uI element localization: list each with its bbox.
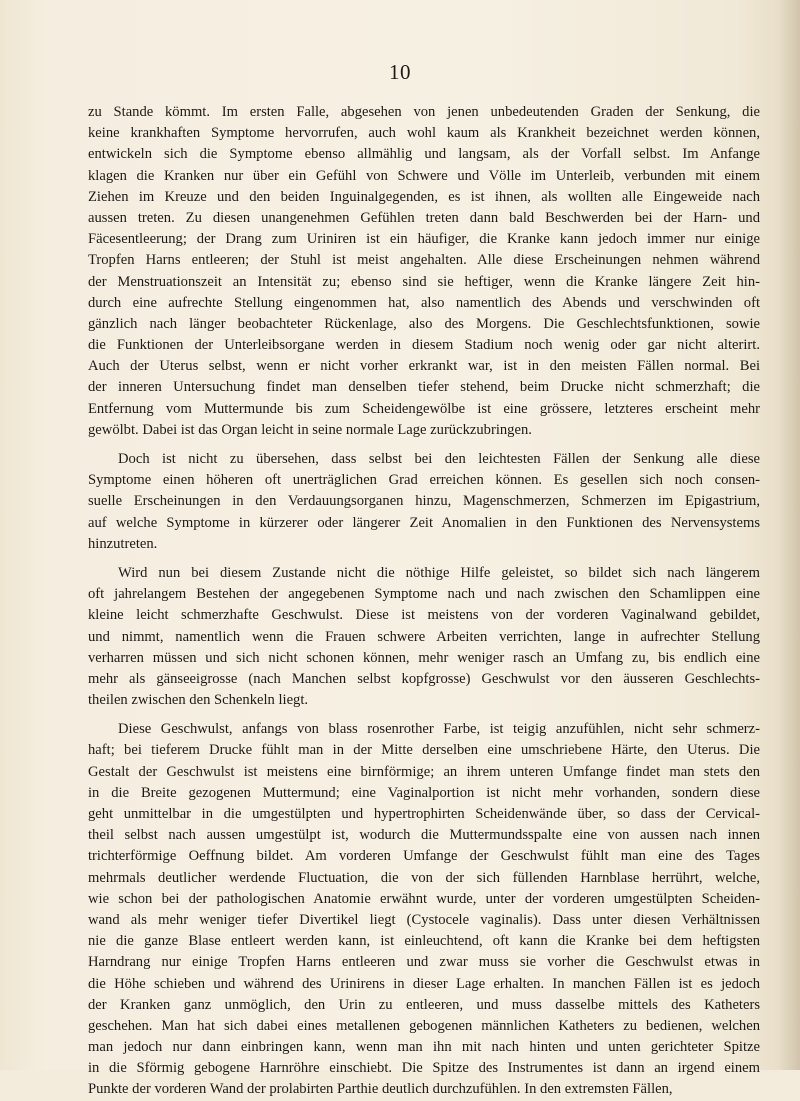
text-line: Harndrang nur einige Tropfen Harns entleeren und zwar muss sie vorher die Geschwulst etwas in <box>88 954 760 971</box>
text-line: Wird nun bei diesem Zustande nicht die nöthige Hilfe geleistet, so bildet sich nach längerem <box>118 564 760 581</box>
page-number: 10 <box>389 60 411 84</box>
body-text <box>88 102 760 1101</box>
text-line: Tropfen Harns entleeren; der Stuhl ist meist angehalten. Alle diese Erscheinungen nehmen während <box>88 252 760 269</box>
text-line: der inneren Untersuchung findet man denselben tiefer stehend, beim Drucke nicht schmerzhaft; die <box>88 379 760 396</box>
text-line: Gestalt der Geschwulst ist meistens eine birnförmige; an ihrem unteren Umfange findet man stets den <box>88 763 760 780</box>
text-line: geschehen. Man hat sich dabei eines metallenen gebogenen männlichen Katheters zu bedienen, welchen <box>88 1017 760 1034</box>
text-line: wie schon bei der pathologischen Anatomie erwähnt wurde, unter der vorderen umgestülpten Scheiden- <box>88 890 760 907</box>
text-line: die Höhe schieben und während des Urinirens in dieser Lage erhalten. In manchen Fällen ist es jedoch <box>88 975 760 992</box>
text-line: in die Breite gezogenen Muttermund; eine Vaginalportion ist nicht mehr vorhanden, sondern diese <box>88 784 760 801</box>
text-line: auf welche Symptome in kürzerer oder längerer Zeit Anomalien in den Funktionen des Nervensystems <box>88 514 760 531</box>
text-line: trichterförmige Oeffnung bildet. Am vorderen Umfange der Geschwulst fühlt man eine des Tages <box>88 848 760 865</box>
page-edge-shadow <box>778 0 800 1070</box>
paragraph <box>88 719 760 1100</box>
text-line: Fäcesentleerung; der Drang zum Uriniren ist ein häufiger, die Kranke kann jedoch immer nur einige <box>88 231 760 248</box>
text-line: gänzlich nach länger beobachteter Rückenlage, also des Morgens. Die Geschlechtsfunktionen, sowie <box>88 315 760 332</box>
text-line: entwickeln sich die Symptome ebenso allmählig und langsam, als der Vorfall selbst. Im Anfange <box>88 146 760 163</box>
text-line: durch eine aufrechte Stellung eingenommen hat, also namentlich des Abends und verschwinden oft <box>88 294 760 311</box>
text-line: zu Stande kömmt. Im ersten Falle, abgesehen von jenen unbedeutenden Graden der Senkung, die <box>88 104 760 120</box>
paragraph <box>88 449 760 555</box>
text-line: klagen die Kranken nur über ein Gefühl von Schwere und Völle im Unterleib, verbunden mit einem <box>88 167 760 184</box>
text-line: man jedoch nur dann einbringen kann, wenn man ihn mit nach hinten und unten gerichteter Spitze <box>88 1039 760 1056</box>
text-line: keine krankhaften Symptome hervorrufen, auch wohl kaum als Krankheit bezeichnet werden können, <box>88 125 760 142</box>
text-line: in die Sförmig gebogene Harnröhre einschiebt. Die Spitze des Instrumentes ist dann an irgend einem <box>88 1060 760 1077</box>
text-line: geht unmittelbar in die umgestülpten und hypertrophirten Scheidenwände über, so dass der Cervical- <box>88 806 760 822</box>
text-line: Auch der Uterus selbst, wenn er nicht vorher erkrankt war, ist in den meisten Fällen normal. Bei <box>88 358 760 375</box>
paragraph <box>88 102 760 441</box>
text-line: hinzutreten. <box>88 535 158 552</box>
text-line: theilen zwischen den Schenkeln liegt. <box>88 692 309 709</box>
text-line: theil selbst nach aussen umgestülpt ist, wodurch die Muttermundsspalte eine von aussen nach innen <box>88 827 760 844</box>
text-line: mehrmals deutlicher werdende Fluctuation, die von der sich füllenden Harnblase herrührt, welche, <box>88 869 760 886</box>
text-line: Entfernung vom Muttermunde bis zum Scheidengewölbe ist eine grössere, letzteres erscheint mehr <box>88 400 760 417</box>
text-line: der Menstruationszeit an Intensität zu; ebenso sind sie heftiger, wenn die Kranke längere Zeit hin- <box>88 273 760 290</box>
text-line: haft; bei tieferem Drucke fühlt man in der Mitte derselben eine umschriebene Härte, den Uterus. Die <box>88 742 760 759</box>
text-line: gewölbt. Dabei ist das Organ leicht in seine normale Lage zurückzubringen. <box>88 421 532 438</box>
text-line: Punkte der vorderen Wand der prolabirten Parthie deutlich durchzufühlen. In den extremsten Fällen, <box>88 1081 673 1098</box>
text-line: mehr als gänseeigrosse (nach Manchen selbst kopfgrosse) Geschwulst vor den äusseren Geschlechts- <box>88 670 760 687</box>
text-line: aussen treten. Zu diesen unangenehmen Gefühlen treten dann bald Beschwerden bei der Harn- und <box>88 209 760 226</box>
paragraph <box>88 563 760 711</box>
text-line: Ziehen im Kreuze und den beiden Inguinalgegenden, es ist ihnen, als wollten alle Eingeweide nach <box>88 188 760 205</box>
text-line: Diese Geschwulst, anfangs von blass rosenrother Farbe, ist teigig anzufühlen, nicht sehr schmerz- <box>118 721 760 738</box>
paragraph-gap <box>88 555 760 563</box>
paragraph-gap <box>88 711 760 719</box>
text-line: kleine leicht schmerzhafte Geschwulst. Diese ist meistens von der vorderen Vaginalwand gebildet, <box>88 607 760 624</box>
text-line: suelle Erscheinungen in den Verdauungsorganen hinzu, Magenschmerzen, Schmerzen im Epigastrium, <box>88 493 760 510</box>
text-line: nie die ganze Blase entleert werden kann, ist einleuchtend, oft kann die Kranke bei dem heftigsten <box>88 933 760 950</box>
text-line: verharren müssen und sich nicht schonen können, mehr weniger rasch an Umfang zu, bis endlich eine <box>88 649 760 666</box>
text-line: Symptome einen höheren oft unerträglichen Grad erreichen können. Es gesellen sich noch consen- <box>88 472 760 489</box>
text-line: und nimmt, namentlich wenn die Frauen schwere Arbeiten verrichten, lange in aufrechter Stellung <box>88 628 760 645</box>
paragraph-gap <box>88 441 760 449</box>
text-line: die Funktionen der Unterleibsorgane werden in diesem Stadium noch wenig oder gar nicht alterirt. <box>88 337 760 354</box>
text-line: oft jahrelangem Bestehen der angegebenen Symptome nach und nach zwischen den Schamlippen eine <box>88 586 760 603</box>
text-line: Doch ist nicht zu übersehen, dass selbst bei den leichtesten Fällen der Senkung alle diese <box>118 451 760 467</box>
text-line: wand als mehr weniger tiefer Divertikel liegt (Cystocele vaginalis). Dass unter diesen Verhältnissen <box>88 911 760 928</box>
text-line: der Kranken ganz unmöglich, den Urin zu entleeren, und muss dasselbe mittels des Katheters <box>88 996 760 1013</box>
